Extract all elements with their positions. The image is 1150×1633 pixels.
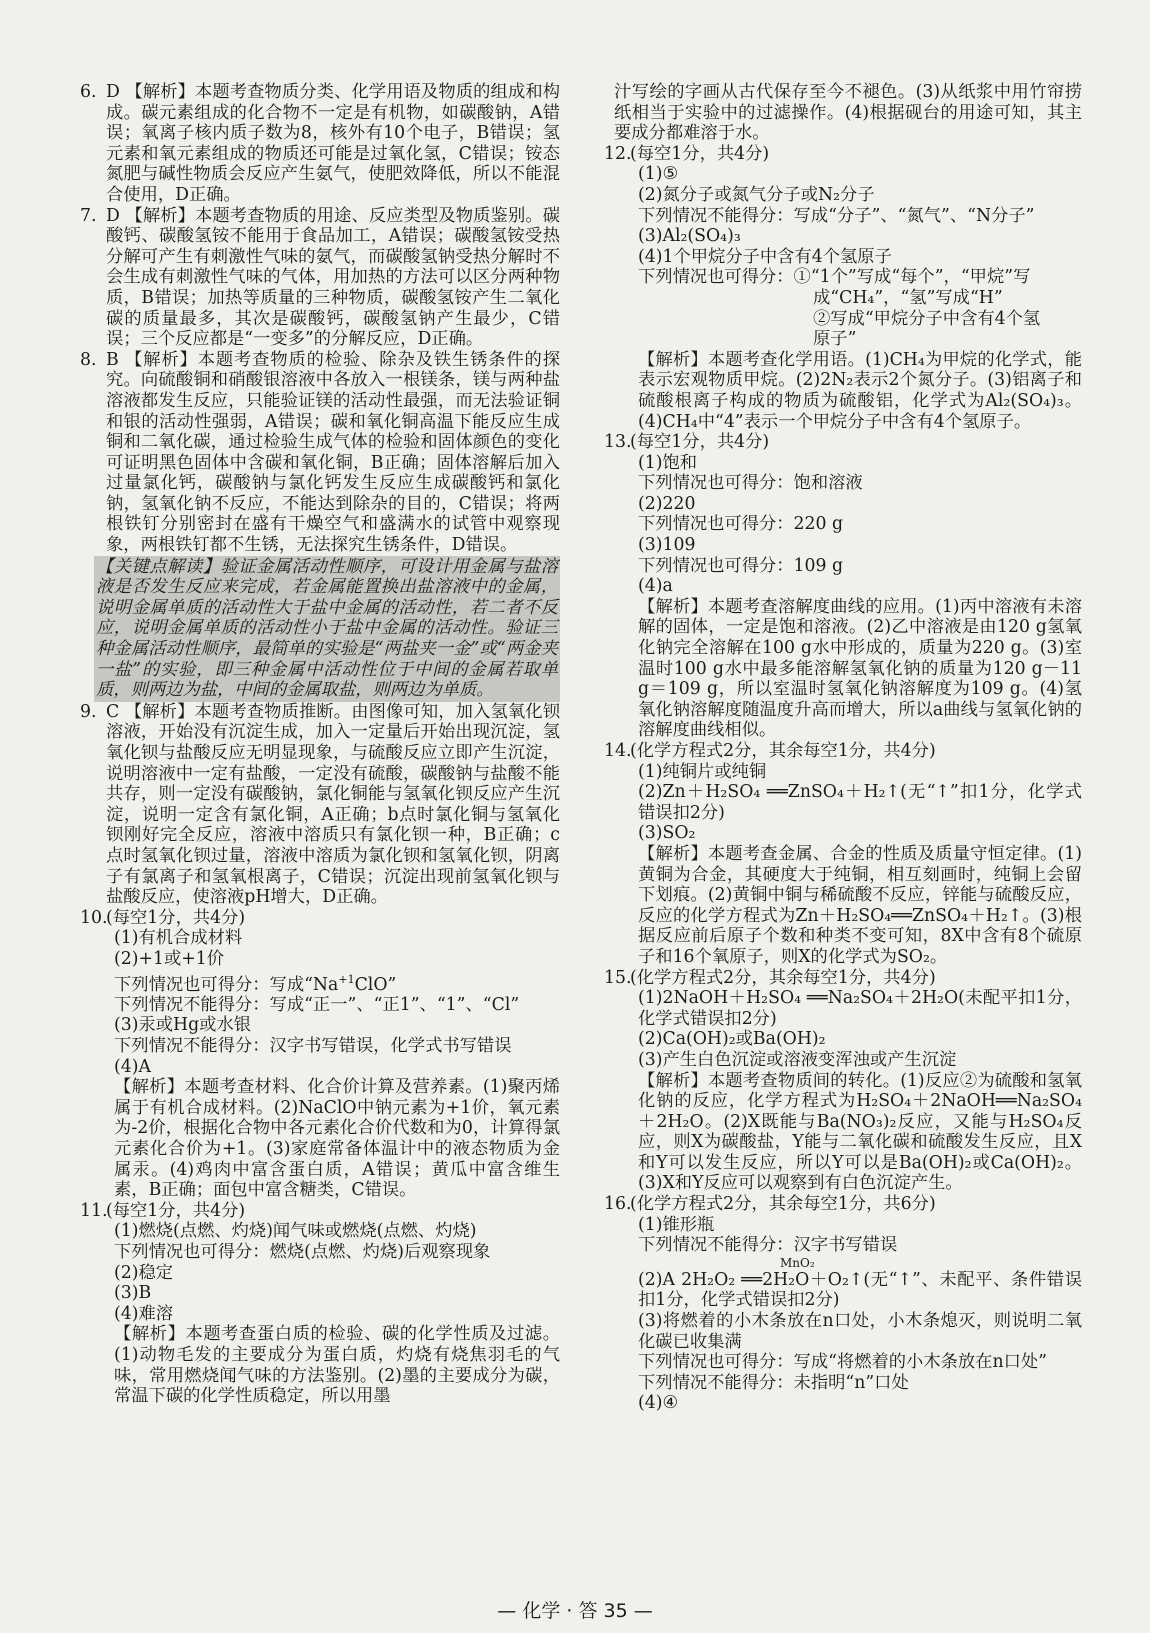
answer-line: (4)难溶	[114, 1303, 174, 1324]
answer-9	[80, 702, 560, 908]
answer-line: (4)a	[638, 576, 673, 597]
answer-16	[604, 1194, 1082, 1414]
answer-10	[80, 908, 560, 1201]
answer-7	[80, 206, 560, 350]
answer-12	[604, 144, 1082, 432]
answer-line: (1)饱和	[638, 452, 698, 473]
left-column	[80, 82, 560, 1407]
answer-6	[80, 82, 560, 206]
scoring-note: 下列情况也可得分：①“1个”写成“每个”，“甲烷”写	[638, 267, 1031, 288]
answer-line: (2)氮分子或氮气分子或N₂分子	[638, 184, 875, 205]
key-point-box: 【关键点解读】验证金属活动性顺序，可设计用金属与盐溶液是否发生反应来完成，若金属能置换出盐溶液中的金属，说明金属单质的活动性大于盐中金属的活动性，若二者不反应，说明金属单质的活动性小于盐中金属的活动性。验证三种金属活动性顺序，最简单的实验是“两盐夹一金”或“两金夹一盐”的实验，即三种金属中活动性位于中间的金属若取单质，则两边为盐，中间的金属取盐，则两边为单质。	[96, 556, 558, 701]
answer-line: (3)109	[638, 535, 696, 556]
answer-line: (3)SO₂	[638, 823, 696, 844]
answer-text: D 【解析】本题考查物质的用途、反应类型及物质鉴别。碳酸钙、碳酸氢铵不能用于食品加工，A错误；碳酸氢铵受热分解可产生有刺激性气味的氨气，而碳酸氢钠受热分解时不会生成有刺激性气味的气体，用加热的方法可以区分两种物质，B错误；加热等质量的三种物质，碳酸氢铵产生二氧化碳的质量最多，其次是碳酸钙，碳酸氢钠产生最少，C错误；三个反应都是“一变多”的分解反应，D正确。	[106, 205, 560, 350]
question-number: 16.	[604, 1194, 632, 1215]
answer-line: (1)2NaOH＋H₂SO₄ ══Na₂SO₄＋2H₂O(未配平扣1分，化学式错误扣2分)	[638, 988, 1082, 1029]
answer-line: (3)Al₂(SO₄)₃	[638, 226, 741, 247]
scoring-note: 成“CH₄”，“氢”写成“H”	[813, 287, 1003, 308]
answer-13	[604, 432, 1082, 741]
continued-text: 汁写绘的字画从古代保存至今不褪色。(3)从纸浆中用竹帘捞纸相当于实验中的过滤操作。(4)根据砚台的用途可知，其主要成分都难溶于水。	[614, 82, 1082, 144]
answer-line: (1)纯铜片或纯铜	[638, 761, 767, 782]
answer-text: D 【解析】本题考查物质分类、化学用语及物质的组成和构成。碳元素组成的化合物不一定是有机物，如碳酸钠，A错误；氧离子核内质子数为8，核外有10个电子，B错误；氢元素和氧元素组成的物质还可能是过氧化氢，C错误；铵态氮肥与碱性物质会反应产生氨气，使肥效降低，所以不能混合使用，D正确。	[106, 82, 560, 205]
explanation: 【解析】本题考查蛋白质的检验、碳的化学性质及过滤。(1)动物毛发的主要成分为蛋白质，灼烧有烧焦羽毛的气味，常用燃烧闻气味的方法鉴别。(2)墨的主要成分为碳，常温下碳的化学性质稳定，所以用墨	[114, 1324, 560, 1407]
scoring-head: (化学方程式2分，其余每空1分，共4分)	[630, 967, 936, 988]
scoring-note	[106, 970, 560, 995]
question-number: 15.	[604, 967, 632, 988]
explanation: 【解析】本题考查化学用语。(1)CH₄为甲烷的化学式，能表示宏观物质甲烷。(2)2N₂表示2个氮分子。(3)铝离子和硫酸根离子构成的物质为硫酸铝，化学式为Al₂(SO₄)₃。(4)CH₄中“4”表示一个甲烷分子中含有4个氢原子。	[638, 349, 1083, 432]
scoring-note: 下列情况不能得分：写成“分子”、“氮气”、“N分子”	[638, 205, 1035, 226]
answer-line: (2)Zn＋H₂SO₄ ══ZnSO₄＋H₂↑(无“↑”扣1分，化学式错误扣2分)	[638, 782, 1082, 823]
answer-line: (2)稳定	[114, 1262, 174, 1283]
scoring-head: (每空1分，共4分)	[106, 1200, 246, 1221]
answer-line: (3)将燃着的小木条放在n口处，小木条熄灭，则说明二氧化碳已收集满	[638, 1311, 1082, 1352]
answer-line: (1)⑤	[638, 164, 678, 185]
scoring-head: (化学方程式2分，其余每空1分，共6分)	[630, 1194, 936, 1215]
answer-line: (1)有机合成材料	[114, 928, 243, 949]
answer-line: (4)1个甲烷分子中含有4个氢原子	[638, 246, 892, 267]
answer-line: (1)燃烧(点燃、灼烧)闻气味或燃烧(点燃、灼烧)	[114, 1221, 477, 1242]
question-number: 14.	[604, 741, 632, 761]
answer-line: (4)④	[638, 1393, 678, 1414]
explanation: 【解析】本题考查材料、化合价计算及营养素。(1)聚丙烯属于有机合成材料。(2)NaClO中钠元素为+1价，氧元素为-2价，根据化合物中各元素化合价代数和为0，计算得氯元素化合价为+1。(3)家庭常备体温计中的液态物质为金属汞。(4)鸡肉中富含蛋白质，A错误；黄瓜中富含维生素，B正确；面包中富含糖类，C错误。	[114, 1077, 560, 1201]
scoring-note: 下列情况不能得分：汉字书写错误，化学式书写错误	[114, 1036, 512, 1057]
scoring-note: 下列情况也可得分：109 g	[638, 555, 844, 576]
question-number: 13.	[604, 432, 632, 453]
question-number: 7.	[80, 205, 97, 226]
answer-11	[80, 1201, 560, 1407]
question-number: 12.	[604, 143, 632, 164]
explanation: 【解析】本题考查金属、合金的性质及质量守恒定律。(1)黄铜为合金，其硬度大于纯铜，相互刻画时，纯铜上会留下划痕。(2)黄铜中铜与稀硫酸不反应，锌能与硫酸反应，反应的化学方程式为Zn＋H₂SO₄══ZnSO₄＋H₂↑。(3)根据反应前后原子个数和种类不变可知，8X中含有8个硫原子和16个氧原子，则X的化学式为SO₂。	[638, 843, 1082, 967]
explanation: 【解析】本题考查溶解度曲线的应用。(1)丙中溶液有未溶解的固体，一定是饱和溶液。(2)乙中溶液是由120 g氢氧化钠完全溶解在100 g水中形成的，质量为220 g。(3)室温时100 g水中最多能溶解氢氧化钠的质量为120 g－11 g＝109 g，所以室温时氢氧化钠溶解度为109 g。(4)氢氧化钠溶解度随温度升高而增大，所以a曲线与氢氧化钠的溶解度曲线相似。	[638, 596, 1082, 741]
note-text: 下列情况也可得分：写成“Na	[114, 974, 339, 995]
answer-line: (3)产生白色沉淀或溶液变浑浊或产生沉淀	[638, 1049, 957, 1070]
valence-mark: +1	[338, 972, 355, 986]
scoring-head: (每空1分，共4分)	[630, 143, 770, 164]
question-number: 6.	[80, 82, 97, 102]
scoring-note: 下列情况也可得分：燃烧(点燃、灼烧)后观察现象	[114, 1242, 491, 1263]
page-footer: — 化学 · 答 35 —	[497, 1600, 653, 1622]
answer-line: (3)B	[114, 1283, 152, 1304]
question-number: 11.	[80, 1200, 108, 1221]
scoring-note: 下列情况也可得分：饱和溶液	[638, 473, 863, 494]
scoring-note: 下列情况不能得分：未指明“n”口处	[638, 1372, 909, 1393]
scoring-note: 下列情况也可得分：写成“将燃着的小木条放在n口处”	[638, 1352, 1047, 1373]
answer-line: (1)锥形瓶	[638, 1214, 715, 1235]
scoring-note: 原子”	[813, 329, 857, 350]
answer-line: (4)A	[114, 1056, 151, 1077]
answer-8	[80, 350, 560, 556]
answer-14	[604, 741, 1082, 968]
scoring-note: 下列情况也可得分：220 g	[638, 514, 844, 535]
answer-line: (2)Ca(OH)₂或Ba(OH)₂	[638, 1029, 826, 1050]
scoring-note: 下列情况不能得分：写成“正一”、“正1”、“1”、“Cl”	[114, 994, 520, 1015]
question-number: 9.	[80, 701, 97, 722]
scoring-head: (每空1分，共4分)	[630, 432, 770, 453]
answer-line: (3)汞或Hg或水银	[114, 1015, 252, 1036]
answer-line: (2)220	[638, 493, 696, 514]
right-column	[604, 82, 1082, 1414]
answer-text: C 【解析】本题考查物质推断。由图像可知，加入氢氧化钡溶液，开始没有沉淀生成，加入一定量后开始出现沉淀，氢氧化钡与盐酸反应无明显现象，与硫酸反应立即产生沉淀，说明溶液中一定有盐酸，一定没有硫酸，碳酸钠与盐酸不能共存，则一定没有碳酸钠，氯化铜能与氢氧化钡反应产生沉淀，说明一定含有氯化铜，A正确；b点时氯化铜与氢氧化钡刚好完全反应，溶液中溶质只有氯化钡一种，B正确；c点时氢氧化钡过量，溶液中溶质为氯化钡和氢氧化钡，阴离子有氯离子和氢氧根离子，C错误；沉淀出现前氢氧化钡与盐酸反应，使溶液pH增大，D正确。	[106, 701, 560, 908]
answer-15	[604, 968, 1082, 1195]
explanation: 【解析】本题考查物质间的转化。(1)反应②为硫酸和氢氧化钠的反应，化学方程式为H₂SO₄＋2NaOH══Na₂SO₄＋2H₂O。(2)X既能与Ba(NO₃)₂反应，又能与H₂SO₄反应，则X为碳酸盐，Y能与二氧化碳和硫酸发生反应，且X和Y可以发生反应，所以Y可以是Ba(OH)₂或Ca(OH)₂。(3)X和Y反应可以观察到有白色沉淀产生。	[638, 1070, 1082, 1194]
scoring-note: ②写成“甲烷分子中含有4个氢	[813, 308, 1041, 329]
note-text: ClO”	[354, 974, 397, 995]
question-number: 8.	[80, 349, 97, 370]
answer-line: (2)+1或+1价	[114, 948, 224, 969]
answer-line: (2)A 2H₂O₂ ══2H₂O＋O₂↑(无“↑”、未配平、条件错误扣1分，化学式错误扣2分)	[638, 1269, 1082, 1311]
scoring-note: 下列情况不能得分：汉字书写错误	[638, 1235, 898, 1256]
catalyst-label: MnO₂	[780, 1255, 815, 1270]
answer-text: B 【解析】本题考查物质的检验、除杂及铁生锈条件的探究。向硫酸铜和硝酸银溶液中各放入一根镁条，镁与两种盐溶液都发生反应，只能验证镁的活动性最强，而无法验证铜和银的活动性强弱，A错误；碳和氧化铜高温下能反应生成铜和二氧化碳，通过检验生成气体的检验和固体颜色的变化可证明黑色固体中含碳和氧化铜，B正确；固体溶解后加入过量氯化钙，碳酸钠与氯化钙发生反应生成碳酸钙和氯化钠，氢氧化钠不反应，不能达到除杂的目的，C错误；将两根铁钉分别密封在盛有干燥空气和盛满水的试管中观察现象，两根铁钉都不生锈，无法探究生锈条件，D错误。	[106, 349, 560, 556]
scoring-head: (化学方程式2分，其余每空1分，共4分)	[630, 741, 936, 761]
scoring-head: (每空1分，共4分)	[106, 907, 246, 928]
question-number: 10.	[80, 907, 108, 928]
